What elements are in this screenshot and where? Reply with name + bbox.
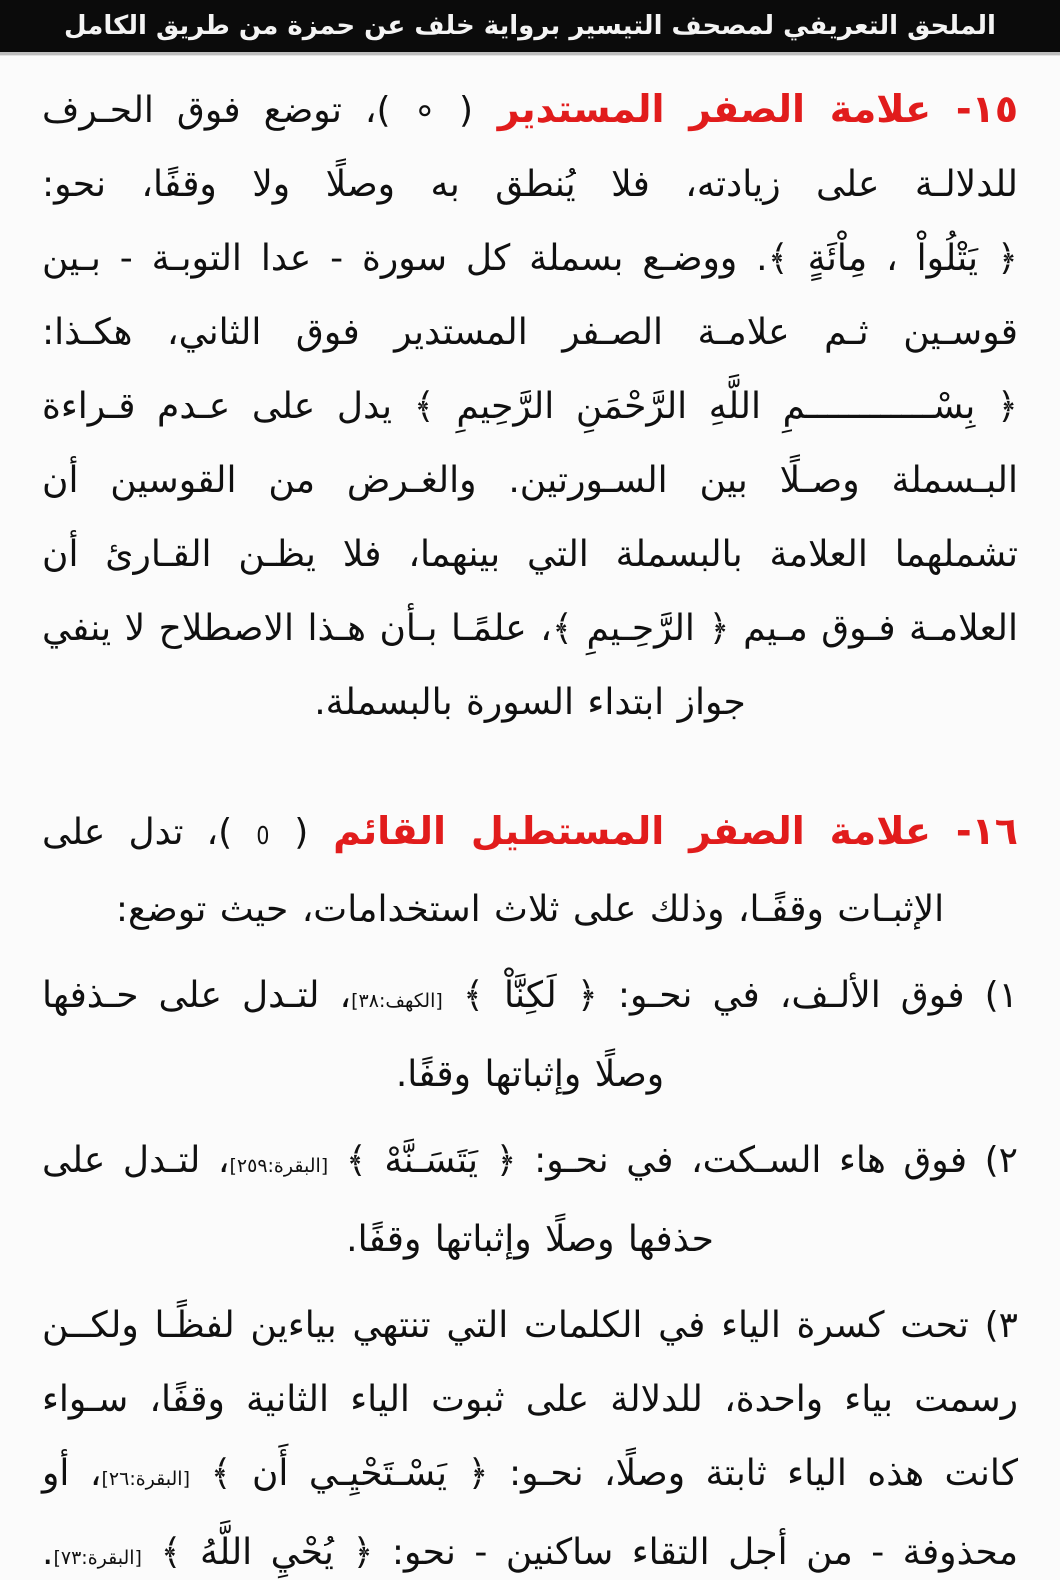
section-16-paren-open: ( (271, 812, 309, 853)
item-3-text-run-1: ٣) تحت كسرة الياء في الكلمات التي تنتهي بياءين لفظًـا ولكــن رسمت بياء واحدة، للدلالة على ثبوت الياء الثانية وقفًا، سـواء كانت هذه الياء ثابتة وصلًا، نحـو: (42, 1305, 1019, 1494)
verse-ref-baqara-73: [البقرة:٧٣] (53, 1547, 142, 1569)
section-15-text-run-2: . ووضـع بسملة كل سورة - عدا التوبـة - بـين قوسـين ثـم علامـة الصـفر المستدير فوق الثاني، هكـذا: (42, 238, 1018, 353)
section-15-text-run-3: يدل على عـدم قـراءة البـسملة وصـلًا بين السـورتين. والغـرض من القوسين أن تشملهما العلامة بالبسملة التي بينهما، فلا يظـن القـارئ أن العلامـة فـوق مـيم (42, 386, 1018, 649)
section-15-heading: ١٥- علامة الصفر المستدير (473, 87, 1019, 131)
quran-quote-arrahim: ﴿ الرَّحِـيمِ ﴾ (551, 608, 730, 649)
quran-quote-yatasannah: ﴿ يَتَسَـنَّهْ ﴾ (345, 1140, 517, 1181)
list-item-3 (42, 1289, 1018, 1580)
item-2-text-run-1: ٢) فوق هاء السـكت، في نحـو: (516, 1140, 1018, 1181)
section-16-paragraph (42, 794, 1018, 947)
page-header-bar (0, 0, 1060, 52)
section-15-text-run-1: ( ∘ )، توضع فوق الحـرف للدلالـة على زيادته، فلا يُنطق به وصلًا ولا وقفًا، نحو: (42, 90, 1018, 205)
section-16-text-run-1: )، تدل على الإثبـات وقفًـا، وذلك على ثلاث استخدامات، حيث توضع: (42, 812, 945, 930)
verse-ref-kahf-38: [الكهف:٣٨] (351, 990, 443, 1012)
quran-quote-yuhyi-allah: ﴿ يُحْيِ اللَّهُ ﴾ (160, 1532, 374, 1573)
upright-rect-zero-symbol: 0 (256, 821, 270, 850)
item-3-text-run-2: ، أو محذوفة - من أجل التقاء ساكنين - نحو: (42, 1453, 1018, 1573)
section-15-paragraph (42, 72, 1018, 740)
verse-ref-baqara-259: [البقرة:٢٥٩] (229, 1155, 329, 1177)
section-15-text-run-4: ، علمًـا بـأن هـذا الاصطلاح لا ينفي جواز ابتداء السورة بالبسملة. (42, 608, 746, 723)
item-2-text-run-2: ، لتـدل على حذفها وصلًا وإثباتها وقفًا. (42, 1140, 714, 1260)
quran-quote-lakinna: ﴿ لَكِنَّاْ ﴾ (462, 975, 598, 1016)
page-header-title: الملحق التعريفي لمصحف التيسير برواية خلف عن حمزة من طريق الكامل (64, 11, 996, 41)
item-1-text-run-2: ، لتـدل على حـذفها وصلًا وإثباتها وقفًا. (42, 975, 665, 1095)
verse-ref-baqara-26: [البقرة:٢٦] (101, 1468, 190, 1490)
item-1-text-run-1: ١) فوق الألـف، في نحـو: (597, 975, 1018, 1016)
page-content (0, 56, 1060, 1580)
list-item-2 (42, 1124, 1018, 1277)
quran-quote-yastahyi-an: ﴿ يَسْـتَحْيِـي أَن ﴾ (210, 1453, 489, 1494)
item-3-text-run-3: . (42, 1532, 54, 1573)
list-item-1 (42, 959, 1018, 1112)
quran-quote-yatlu-miata: ﴿ يَتْلُواْ ، مِاْئَةٍ ﴾ (767, 238, 1018, 279)
section-16-heading: ١٦- علامة الصفر المستطيل القائم (308, 809, 1018, 853)
quran-quote-basmala: ﴿ بِسْــــــــــــمِ اللَّهِ الرَّحْمَنِ الرَّحِيمِ ﴾ (413, 386, 1018, 427)
